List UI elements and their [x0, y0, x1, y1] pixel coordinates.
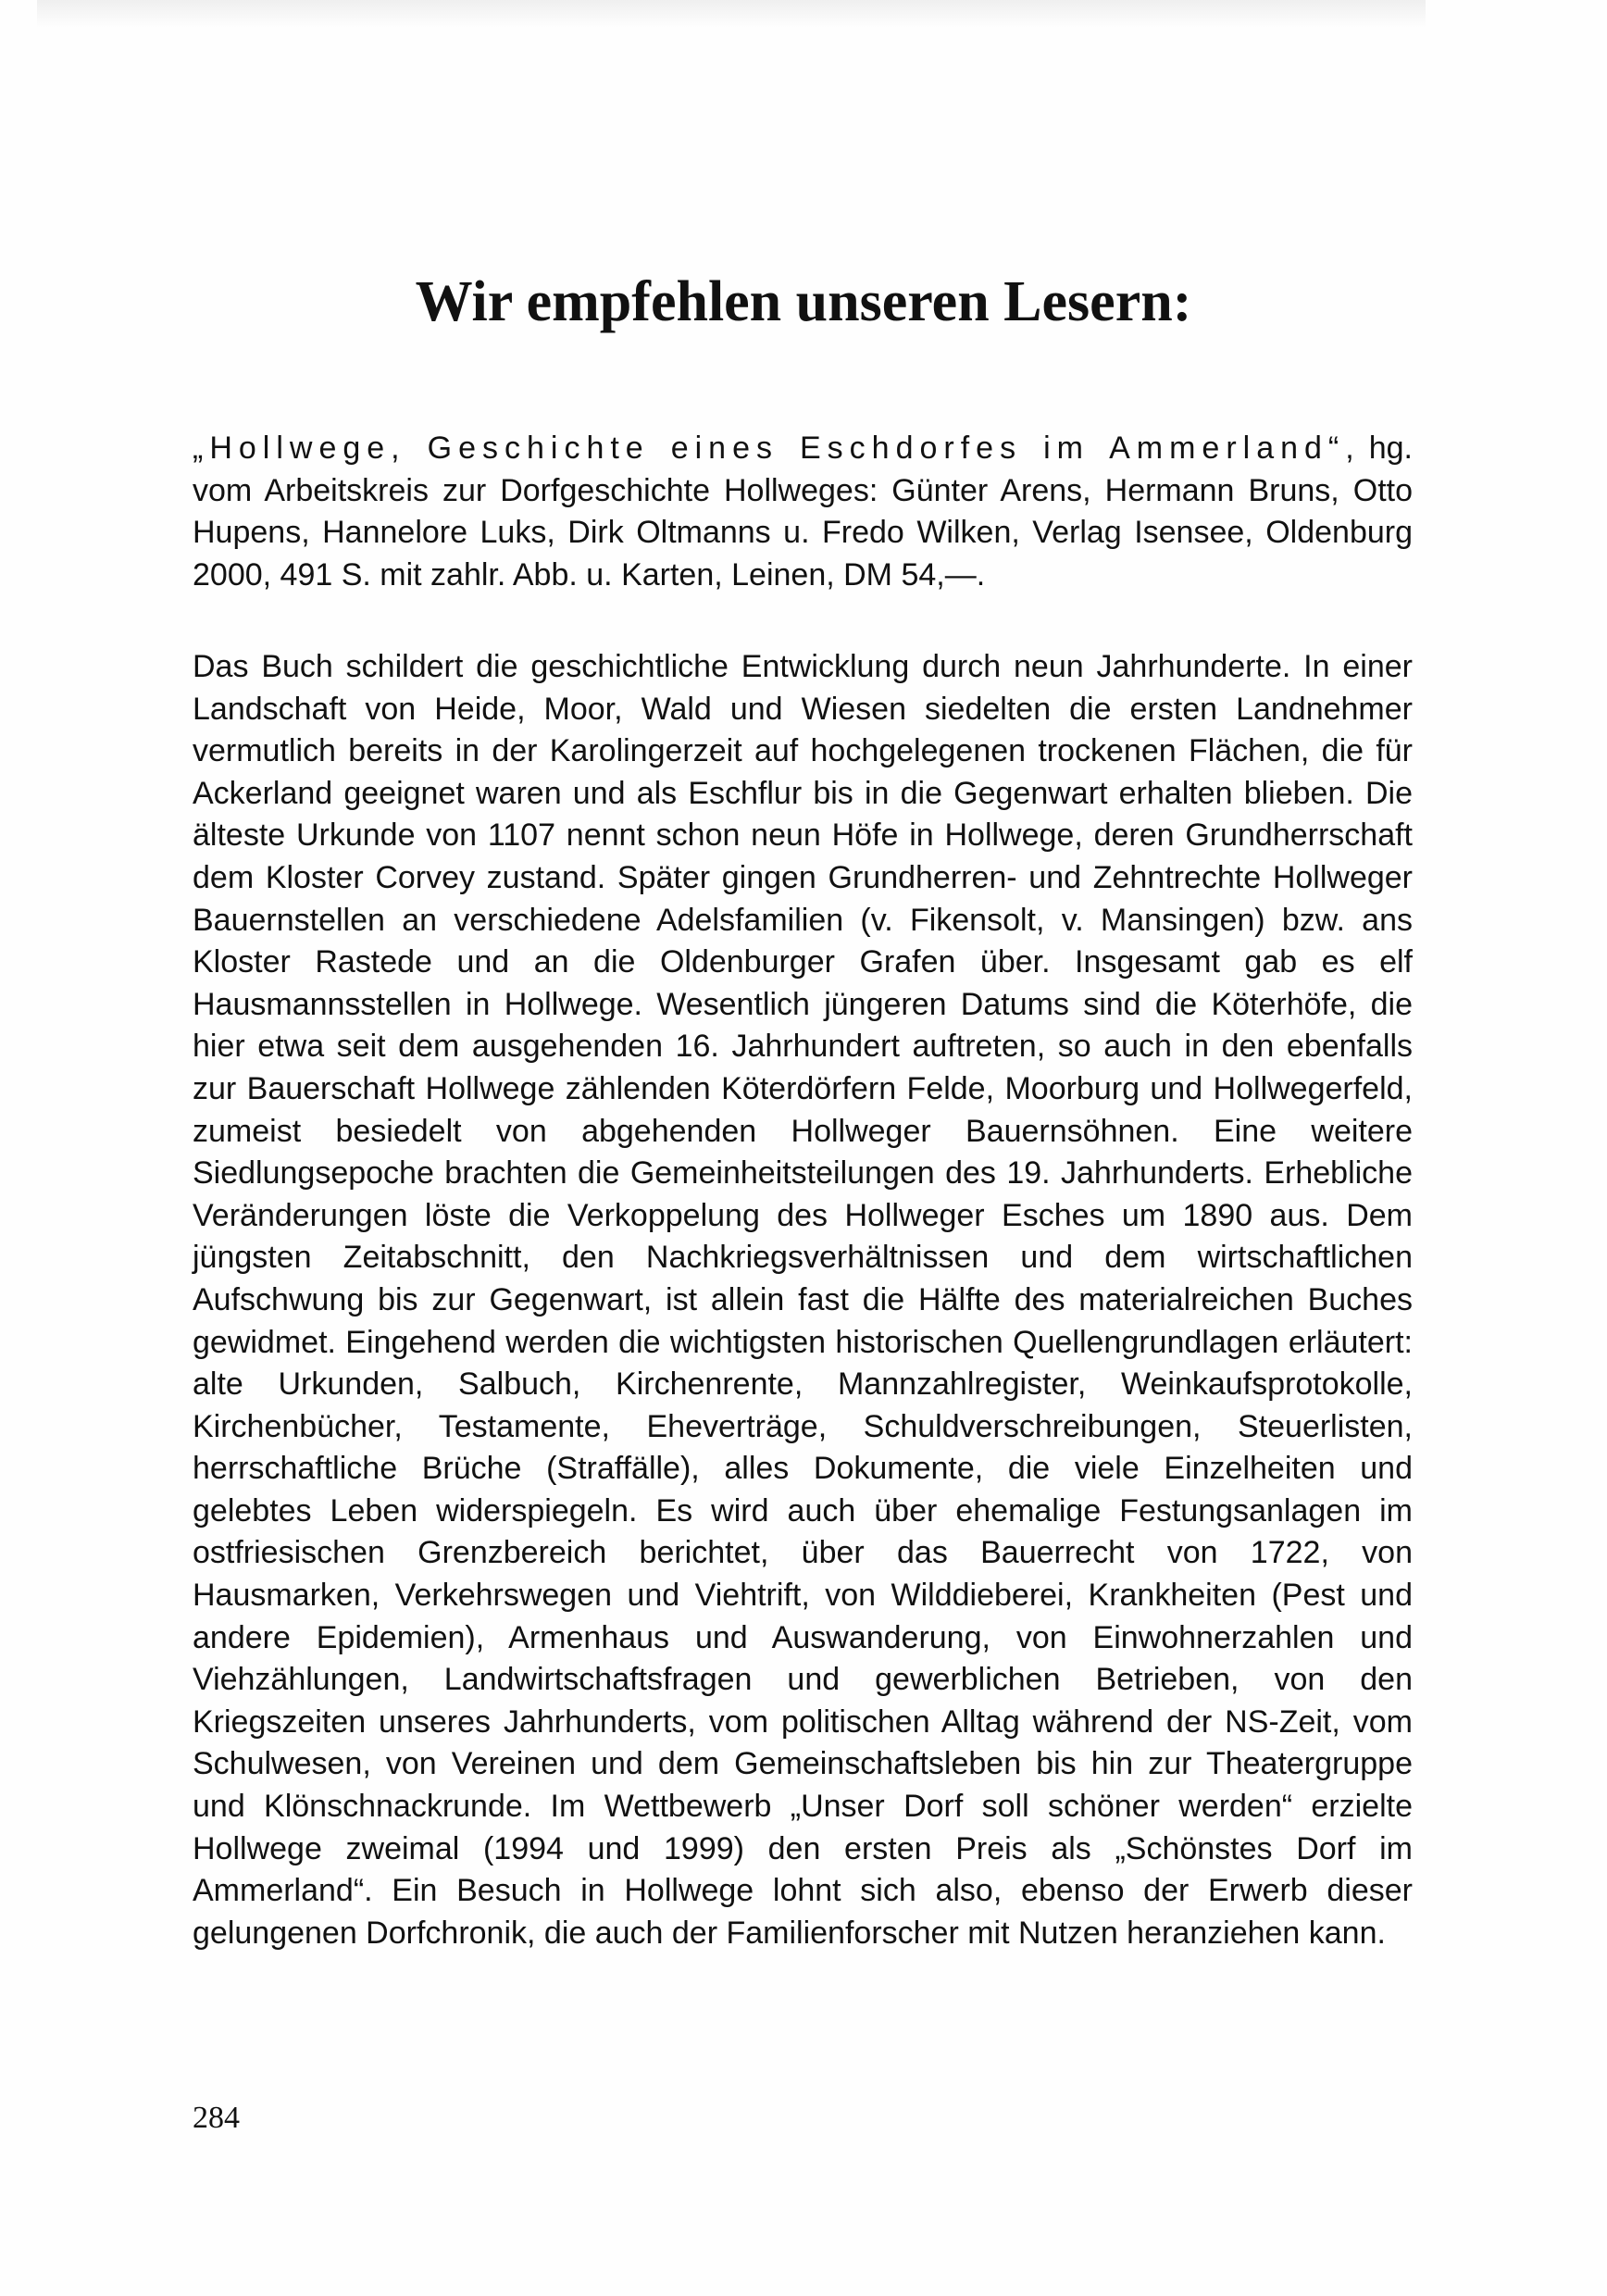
book-citation: [193, 428, 1413, 596]
page-title: Wir empfehlen unseren Lesern:: [415, 270, 1192, 333]
review-paragraph: Das Buch schildert die geschichtliche Entwicklung durch neun Jahrhunderte. In einer Landschaft von Heide, Moor, Wald und Wiesen siedelten die ersten Landnehmer vermutlich bereits in der Karolingerzeit auf hochgelegenen trockenen Flächen, die für Ackerland geeignet waren und als Eschflur bis in die Gegenwart erhalten blieben. Die älteste Urkunde von 1107 nennt schon neun Höfe in Hollwege, deren Grundherrschaft dem Kloster Corvey zustand. Später gingen Grundherren- und Zehntrechte Hollweger Bauernstellen an verschiedene Adelsfamilien (v. Fikensolt, v. Mansingen) bzw. ans Kloster Rastede und an die Oldenburger Grafen über. Insgesamt gab es elf Hausmannsstellen in Hollwege. Wesentlich jüngeren Datums sind die Köterhöfe, die hier etwa seit dem ausgehenden 16. Jahrhundert auftreten, so auch in den ebenfalls zur Bauerschaft Hollwege zählenden Köterdörfern Felde, Moorburg und Hollwegerfeld, zumeist besiedelt von abgehenden Hollweger Bauernsöhnen. Eine weitere Siedlungsepoche brachten die Gemeinheitsteilungen des 19. Jahrhunderts. Erhebliche Veränderungen löste die Verkoppelung des Hollweger Esches um 1890 aus. Dem jüngsten Zeitabschnitt, den Nachkriegsverhältnissen und dem wirtschaftlichen Aufschwung bis zur Gegenwart, ist allein fast die Hälfte des materialreichen Buches gewidmet. Eingehend werden die wichtigsten historischen Quellengrundlagen erläutert: alte Urkunden, Salbuch, Kirchenrente, Mannzahlregister, Weinkaufsprotokolle, Kirchenbücher, Testamente, Eheverträge, Schuldverschreibungen, Steuerlisten, herrschaftliche Brüche (Straffälle), alles Dokumente, die viele Einzelheiten und gelebtes Leben widerspiegeln. Es wird auch über ehemalige Festungsanlagen im ostfriesischen Grenzbereich berichtet, über das Bauerrecht von 1722, von Hausmarken, Verkehrswegen und Viehtrift, von Wilddieberei, Krankheiten (Pest und andere Epidemien), Armenhaus und Auswanderung, von Einwohnerzahlen und Viehzählungen, Landwirtschaftsfragen und gewerblichen Betrieben, von den Kriegszeiten unseres Jahrhunderts, vom politischen Alltag während der NS-Zeit, vom Schulwesen, von Vereinen und dem Gemeinschaftsleben bis hin zur Theatergruppe und Klönschnackrunde. Im Wettbewerb „Unser Dorf soll schöner werden“ erzielte Hollwege zweimal (1994 und 1999) den ersten Preis als „Schönstes Dorf im Ammerland“. Ein Besuch in Hollwege lohnt sich also, ebenso der Erwerb dieser gelungenen Dorfchronik, die auch der Familienforscher mit Nutzen heranziehen kann.: [193, 649, 1413, 1951]
book-details: , hg. vom Arbeitskreis zur Dorfgeschichte Hollweges: Günter Arens, Hermann Bruns, Otto Hupens, Hannelore Luks, Dirk Oltmanns u. Fredo Wilken, Verlag Isensee, Oldenburg 2000, 491 S. mit zahlr. Abb. u. Karten, Leinen, DM 54,—.: [193, 430, 1413, 593]
page-number: 284: [193, 2101, 240, 2135]
scan-edge-shadow: [37, 0, 1426, 28]
book-title: „Hollwege, Geschichte eines Eschdorfes im Ammerland“: [193, 430, 1346, 466]
